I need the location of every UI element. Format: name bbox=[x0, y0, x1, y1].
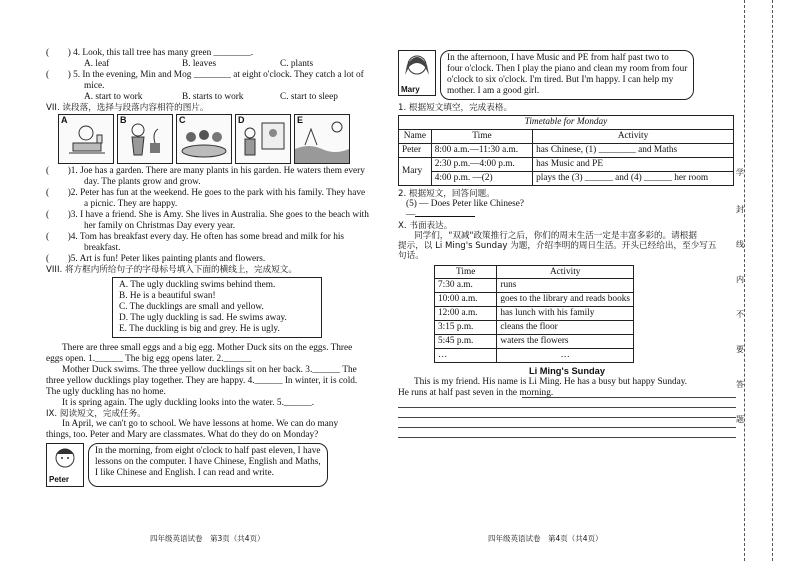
mary-bubble bbox=[440, 50, 694, 100]
picture-e bbox=[294, 114, 350, 164]
q4-option-a: A. leaf bbox=[84, 58, 110, 69]
binding-char: 答 bbox=[736, 380, 744, 389]
schedule-time: 12:00 a.m. bbox=[435, 307, 497, 321]
peter-line-3: I like Chinese and English. I can read and write. bbox=[95, 467, 274, 478]
header-time: Time bbox=[431, 129, 532, 143]
mary-time-1: 2:30 p.m.—4:00 p.m. bbox=[431, 157, 532, 171]
answer-blank[interactable] bbox=[415, 216, 475, 217]
s7-item-3: ( )3. I have a friend. She is Amy. She lives in Australia. She goes to the beach with bbox=[46, 209, 369, 220]
q5-option-c: C. start to sleep bbox=[280, 91, 338, 102]
answer-dash: — bbox=[406, 209, 416, 220]
peter-time: 8:00 a.m.—11:30 a.m. bbox=[431, 143, 532, 157]
question-5: (5) — Does Peter like Chinese? bbox=[406, 199, 524, 209]
s7-item-3-cont: her family on Christmas Day every year. bbox=[84, 220, 236, 231]
peter-activity: has Chinese, (1) ________ and Maths bbox=[533, 143, 734, 157]
mary-time-2: 4:00 p.m. —(2) bbox=[431, 171, 532, 185]
schedule-header-time: Time bbox=[435, 265, 497, 279]
binding-char: 学 bbox=[736, 168, 744, 177]
s7-item-1-cont: day. The plants grow and grow. bbox=[84, 176, 201, 187]
schedule-time: 7:30 a.m. bbox=[435, 279, 497, 293]
mary-line-3: o'clock to six o'clock. I'm tired. But I'm happy. I can help my bbox=[447, 74, 674, 85]
painting-illustration bbox=[236, 115, 290, 163]
section-7-title: VII. 读段落，选择与段落内容相符的图片。 bbox=[46, 102, 209, 113]
sentence-option-e: E. The duckling is big and grey. He is ugly. bbox=[119, 323, 280, 334]
peter-cell: Peter bbox=[399, 143, 432, 157]
writing-prompt-1: 同学们，"双减"政策推行之后，你们的周末生活一定是丰富多彩的。请根据 bbox=[414, 231, 697, 242]
picture-b-label: B bbox=[120, 114, 127, 125]
q4-options bbox=[46, 59, 394, 70]
writing-prompt-2: 提示，以 Li Ming's Sunday 为题，介绍李明的周日生活。开头已经给出，至少写五 bbox=[398, 241, 717, 252]
mary-speech bbox=[398, 50, 736, 100]
peter-speech bbox=[46, 443, 394, 487]
sentence-option-b: B. He is a beautiful swan! bbox=[119, 290, 216, 301]
writing-line[interactable] bbox=[398, 408, 736, 418]
boy-icon bbox=[47, 444, 83, 474]
picture-c-label: C bbox=[179, 114, 186, 125]
essay-title: Li Ming's Sunday bbox=[528, 366, 606, 377]
story-line-5: The ugly duckling has no home. bbox=[46, 386, 166, 397]
schedule-time: 5:45 p.m. bbox=[435, 335, 497, 349]
sunday-schedule bbox=[434, 265, 634, 364]
question-5-answer bbox=[398, 210, 736, 221]
story-line-3: Mother Duck swims. The three yellow ducklings sit on her back. 3.______ The bbox=[62, 364, 357, 375]
picture-row bbox=[58, 114, 394, 164]
binding-char: 线 bbox=[736, 240, 744, 249]
right-footer: 四年级英语试卷 第4页（共4页） bbox=[488, 534, 603, 543]
picture-b bbox=[117, 114, 173, 164]
sentence-option-a: A. The ugly duckling swims behind them. bbox=[119, 279, 276, 290]
writing-prompt-3: 句话。 bbox=[398, 251, 424, 262]
girl-icon bbox=[399, 51, 435, 83]
watering-plants-illustration bbox=[118, 115, 172, 163]
schedule-time: 10:00 a.m. bbox=[435, 293, 497, 307]
section-10-title: X. 书面表达。 bbox=[398, 220, 453, 231]
beach-illustration bbox=[295, 115, 349, 163]
binding-dashed-line bbox=[744, 0, 745, 561]
story-line-6: It is spring again. The ugly duckling looks into the water. 5.______. bbox=[62, 397, 315, 408]
header-name: Name bbox=[399, 129, 432, 143]
s7-item-2: ( )2. Peter has fun at the weekend. He goes to the park with his family. They have bbox=[46, 187, 366, 198]
picture-a-label: A bbox=[61, 114, 68, 125]
picture-d bbox=[235, 114, 291, 164]
q4-option-c: C. plants bbox=[280, 58, 314, 69]
q5-stem: ( ) 5. In the evening, Min and Mog ________ at eight o'clock. They catch a lot of bbox=[46, 69, 364, 80]
schedule-activity: cleans the floor bbox=[497, 321, 634, 335]
schedule-activity: … bbox=[497, 349, 634, 363]
writing-line[interactable] bbox=[398, 418, 736, 428]
essay-start-1: This is my friend. His name is Li Ming. He has a busy but happy Sunday. bbox=[414, 377, 688, 388]
story-line-4: three yellow ducklings play together. They are happy. 4.______ In winter, it is cold. bbox=[46, 375, 358, 386]
sentence-option-c: C. The ducklings are small and yellow. bbox=[119, 301, 264, 312]
s7-item-4-cont: breakfast. bbox=[84, 242, 121, 253]
task-2-title: 2. 根据短文，回答问题。 bbox=[398, 188, 495, 199]
binding-char: 内 bbox=[736, 275, 744, 284]
mary-line-4: mother. I am a good girl. bbox=[447, 85, 540, 96]
sentence-option-box bbox=[112, 277, 322, 338]
picture-e-label: E bbox=[297, 114, 304, 125]
peter-label: Peter bbox=[49, 475, 70, 485]
schedule-activity: goes to the library and reads books bbox=[497, 293, 634, 307]
peter-avatar bbox=[46, 443, 84, 487]
peter-line-1: In the morning, from eight o'clock to half past eleven, I have bbox=[95, 445, 321, 456]
story-line-2: eggs open. 1.______ The big egg opens later. 2.______ bbox=[46, 353, 252, 364]
reading-line-2: things, too. Peter and Mary are classmates. What do they do on Monday? bbox=[46, 429, 319, 440]
monday-timetable bbox=[398, 115, 734, 186]
writing-line[interactable] bbox=[398, 398, 736, 408]
peter-bubble bbox=[88, 443, 328, 487]
essay-start-2: He runs at half past seven in the morning. bbox=[398, 388, 554, 399]
schedule-activity: waters the flowers bbox=[497, 335, 634, 349]
mary-activity-1: has Music and PE bbox=[533, 157, 734, 171]
mary-line-2: four o'clock. Then I play the piano and clean my room from four bbox=[447, 63, 688, 74]
q5-option-b: B. starts to work bbox=[182, 91, 244, 102]
binding-char: 不 bbox=[736, 310, 744, 319]
binding-char: 封 bbox=[736, 205, 744, 214]
schedule-activity: runs bbox=[497, 279, 634, 293]
schedule-time: 3:15 p.m. bbox=[435, 321, 497, 335]
picture-c bbox=[176, 114, 232, 164]
left-footer: 四年级英语试卷 第3页（共4页） bbox=[150, 534, 265, 543]
peter-line-2: lessons on the computer. I have Chinese, English and Maths, bbox=[95, 456, 321, 467]
mary-avatar bbox=[398, 50, 436, 96]
schedule-time: … bbox=[435, 349, 497, 363]
mary-label: Mary bbox=[401, 84, 420, 94]
q5-options bbox=[46, 92, 394, 103]
breakfast-illustration bbox=[59, 115, 113, 163]
q4-stem: ( ) 4. Look, this tall tree has many green ________. bbox=[46, 48, 254, 58]
section-9-title: IX. 阅读短文，完成任务。 bbox=[46, 408, 146, 419]
essay-writing-area[interactable] bbox=[398, 388, 736, 438]
mary-line-1: In the afternoon, I have Music and PE from half past two to bbox=[447, 53, 669, 63]
timetable-caption: Timetable for Monday bbox=[399, 116, 734, 130]
reading-line-1: In April, we can't go to school. We have lessons at home. We can do many bbox=[62, 418, 339, 429]
left-page bbox=[46, 48, 394, 487]
s7-item-4: ( )4. Tom has breakfast every day. He often has some bread and milk for his bbox=[46, 231, 345, 242]
s7-item-1: ( )1. Joe has a garden. There are many plants in his garden. He waters them every bbox=[46, 165, 365, 176]
q5-stem-cont: mice. bbox=[84, 80, 105, 91]
schedule-header-activity: Activity bbox=[497, 265, 634, 279]
writing-line[interactable] bbox=[398, 428, 736, 438]
q5-option-a: A. start to work bbox=[84, 91, 143, 102]
q4-option-b: B. leaves bbox=[182, 58, 217, 69]
binding-char: 题 bbox=[736, 415, 744, 424]
mary-cell: Mary bbox=[399, 157, 432, 185]
story-line-1: There are three small eggs and a big egg. Mother Duck sits on the eggs. Three bbox=[62, 342, 353, 353]
writing-line[interactable] bbox=[522, 388, 736, 398]
header-activity: Activity bbox=[533, 129, 734, 143]
picture-d-label: D bbox=[238, 114, 245, 125]
task-1-title: 1. 根据短文填空，完成表格。 bbox=[398, 102, 513, 113]
sentence-option-d: D. The ugly duckling is sad. He swims away. bbox=[119, 312, 287, 323]
s7-item-5: ( )5. Art is fun! Peter likes painting plants and flowers. bbox=[46, 253, 266, 264]
mary-activity-2: plays the (3) ______ and (4) ______ her room bbox=[533, 171, 734, 185]
section-8-title: VIII. 将方框内所给句子的字母标号填入下面的横线上，完成短文。 bbox=[46, 264, 297, 275]
picture-a bbox=[58, 114, 114, 164]
binding-dashed-line bbox=[772, 0, 773, 561]
schedule-activity: has lunch with his family bbox=[497, 307, 634, 321]
binding-char: 要 bbox=[736, 345, 744, 354]
binding-strip bbox=[736, 0, 794, 561]
s7-item-2-cont: a picnic. They are happy. bbox=[84, 198, 178, 209]
right-page bbox=[398, 50, 736, 438]
picnic-illustration bbox=[177, 115, 231, 163]
